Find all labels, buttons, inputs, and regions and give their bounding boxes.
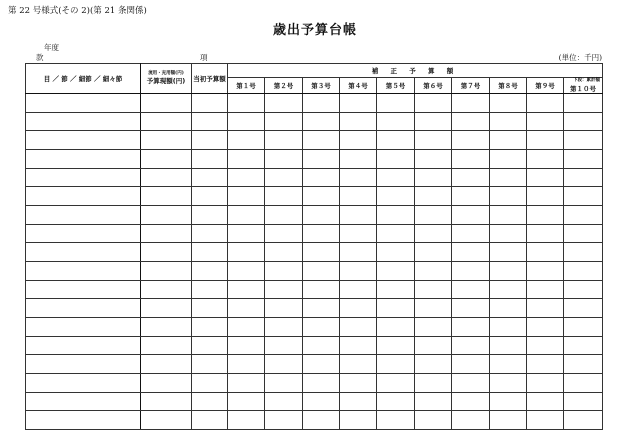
table-cell[interactable] (26, 261, 141, 280)
table-cell[interactable] (141, 280, 192, 299)
table-cell[interactable] (452, 336, 490, 355)
supplementary-number-header (415, 78, 452, 94)
table-cell[interactable] (141, 411, 192, 430)
table-cell[interactable] (265, 355, 303, 374)
table-row (26, 373, 603, 392)
initial-budget-column-header: 当初予算額 (192, 64, 228, 94)
table-cell[interactable] (265, 411, 303, 430)
table-cell[interactable] (141, 149, 192, 168)
table-cell[interactable] (303, 131, 340, 150)
supplementary-number-label: 第６号 (423, 82, 443, 90)
table-cell[interactable] (377, 280, 415, 299)
kou-label: 項 (200, 53, 208, 62)
table-cell[interactable] (303, 243, 340, 262)
table-cell[interactable] (527, 392, 564, 411)
table-cell[interactable] (377, 243, 415, 262)
table-cell[interactable] (265, 224, 303, 243)
table-cell[interactable] (265, 131, 303, 150)
table-cell[interactable] (490, 355, 527, 374)
table-cell[interactable] (192, 205, 228, 224)
table-cell[interactable] (490, 373, 527, 392)
table-cell[interactable] (303, 94, 340, 113)
budget-ledger-table (25, 63, 603, 430)
supplementary-number-label: 第３号 (311, 82, 331, 90)
table-cell[interactable] (192, 168, 228, 187)
supplementary-number-header (340, 78, 377, 94)
table-row (26, 205, 603, 224)
table-cell[interactable] (377, 336, 415, 355)
table-cell[interactable] (415, 94, 452, 113)
table-cell[interactable] (26, 355, 141, 374)
table-cell[interactable] (377, 411, 415, 430)
table-cell[interactable] (452, 280, 490, 299)
table-cell[interactable] (303, 317, 340, 336)
table-cell[interactable] (228, 336, 265, 355)
table-cell[interactable] (192, 112, 228, 131)
table-cell[interactable] (141, 112, 192, 131)
table-cell[interactable] (452, 317, 490, 336)
table-cell[interactable] (141, 336, 192, 355)
table-cell[interactable] (527, 112, 564, 131)
table-cell[interactable] (527, 168, 564, 187)
table-cell[interactable] (527, 299, 564, 318)
table-cell[interactable] (265, 373, 303, 392)
table-cell[interactable] (415, 261, 452, 280)
supplementary-number-label: 第１０号 (570, 85, 597, 93)
table-cell[interactable] (564, 392, 603, 411)
budget-amount-column-header (141, 64, 192, 94)
table-cell[interactable] (303, 168, 340, 187)
table-cell[interactable] (192, 355, 228, 374)
table-cell[interactable] (415, 317, 452, 336)
table-cell[interactable] (527, 243, 564, 262)
table-cell[interactable] (527, 373, 564, 392)
table-cell[interactable] (340, 261, 377, 280)
supplementary-number-label: 第７号 (460, 82, 481, 90)
table-cell[interactable] (26, 336, 141, 355)
table-cell[interactable] (141, 261, 192, 280)
table-cell[interactable] (490, 112, 527, 131)
table-cell[interactable] (228, 392, 265, 411)
table-cell[interactable] (26, 187, 141, 206)
table-cell[interactable] (340, 187, 377, 206)
table-cell[interactable] (192, 317, 228, 336)
table-cell[interactable] (303, 280, 340, 299)
fiscal-year-label: 年度 (44, 43, 59, 52)
table-cell[interactable] (192, 224, 228, 243)
table-cell[interactable] (452, 149, 490, 168)
table-cell[interactable] (141, 373, 192, 392)
table-cell[interactable] (377, 187, 415, 206)
supplementary-number-label: 第８号 (498, 82, 518, 90)
header-row-1 (26, 64, 603, 78)
table-cell[interactable] (527, 336, 564, 355)
table-cell[interactable] (527, 149, 564, 168)
table-cell[interactable] (527, 317, 564, 336)
table-cell[interactable] (303, 261, 340, 280)
table-cell[interactable] (340, 131, 377, 150)
table-cell[interactable] (265, 187, 303, 206)
table-cell[interactable] (228, 149, 265, 168)
table-cell[interactable] (141, 224, 192, 243)
form-number: 第 22 号様式(その 2)(第 21 条関係) (8, 6, 147, 16)
table-cell[interactable] (377, 261, 415, 280)
table-cell[interactable] (192, 149, 228, 168)
table-cell[interactable] (564, 149, 603, 168)
table-cell[interactable] (228, 224, 265, 243)
table-cell[interactable] (265, 112, 303, 131)
table-cell[interactable] (415, 205, 452, 224)
table-cell[interactable] (415, 224, 452, 243)
table-cell[interactable] (490, 205, 527, 224)
table-cell[interactable] (340, 94, 377, 113)
table-cell[interactable] (340, 149, 377, 168)
table-cell[interactable] (415, 112, 452, 131)
table-cell[interactable] (564, 355, 603, 374)
table-cell[interactable] (265, 149, 303, 168)
supplementary-number-label: 第２号 (273, 82, 294, 90)
table-cell[interactable] (564, 94, 603, 113)
table-cell[interactable] (490, 261, 527, 280)
table-cell[interactable] (564, 411, 603, 430)
table-cell[interactable] (303, 355, 340, 374)
table-cell[interactable] (527, 187, 564, 206)
table-cell[interactable] (26, 317, 141, 336)
table-cell[interactable] (228, 261, 265, 280)
table-cell[interactable] (452, 94, 490, 113)
supplementary-number-label: 第１号 (236, 82, 256, 90)
table-cell[interactable] (452, 187, 490, 206)
table-cell[interactable] (228, 168, 265, 187)
table-cell[interactable] (340, 317, 377, 336)
kan-label: 款 (36, 53, 44, 62)
table-cell[interactable] (415, 373, 452, 392)
table-cell[interactable] (415, 392, 452, 411)
table-cell[interactable] (303, 112, 340, 131)
table-cell[interactable] (377, 168, 415, 187)
table-cell[interactable] (377, 94, 415, 113)
table-cell[interactable] (564, 336, 603, 355)
table-cell[interactable] (192, 131, 228, 150)
table-cell[interactable] (490, 299, 527, 318)
table-cell[interactable] (26, 224, 141, 243)
table-row (26, 94, 603, 113)
table-cell[interactable] (490, 149, 527, 168)
table-cell[interactable] (490, 243, 527, 262)
supplementary-number-header (303, 78, 340, 94)
supplementary-budget-title: 補 正 予 算 額 (371, 67, 459, 75)
table-cell[interactable] (303, 299, 340, 318)
table-cell[interactable] (192, 187, 228, 206)
table-cell[interactable] (340, 112, 377, 131)
table-cell[interactable] (228, 317, 265, 336)
table-cell[interactable] (228, 187, 265, 206)
table-cell[interactable] (564, 299, 603, 318)
table-cell[interactable] (564, 261, 603, 280)
table-cell[interactable] (377, 392, 415, 411)
item-column-header: 目 ／ 節 ／ 細節 ／ 細々節 (26, 64, 141, 94)
table-cell[interactable] (340, 205, 377, 224)
table-cell[interactable] (26, 168, 141, 187)
table-cell[interactable] (340, 243, 377, 262)
table-cell[interactable] (452, 299, 490, 318)
table-cell[interactable] (415, 131, 452, 150)
table-cell[interactable] (452, 205, 490, 224)
table-cell[interactable] (340, 355, 377, 374)
table-cell[interactable] (192, 392, 228, 411)
table-cell[interactable] (141, 94, 192, 113)
table-cell[interactable] (377, 299, 415, 318)
unit-label: (単位：千円) (558, 53, 602, 62)
table-cell[interactable] (377, 149, 415, 168)
table-cell[interactable] (490, 131, 527, 150)
table-cell[interactable] (340, 336, 377, 355)
table-cell[interactable] (564, 224, 603, 243)
table-cell[interactable] (452, 411, 490, 430)
table-cell[interactable] (340, 392, 377, 411)
table-row (26, 112, 603, 131)
table-cell[interactable] (527, 94, 564, 113)
table-row (26, 392, 603, 411)
table-cell[interactable] (141, 243, 192, 262)
table-cell[interactable] (415, 168, 452, 187)
table-cell[interactable] (564, 317, 603, 336)
supplementary-number-header (228, 78, 265, 94)
table-cell[interactable] (452, 112, 490, 131)
table-cell[interactable] (265, 336, 303, 355)
table-cell[interactable] (26, 205, 141, 224)
table-cell[interactable] (265, 205, 303, 224)
table-cell[interactable] (265, 392, 303, 411)
table-cell[interactable] (527, 280, 564, 299)
table-cell[interactable] (228, 112, 265, 131)
table-row (26, 355, 603, 374)
table-cell[interactable] (564, 168, 603, 187)
table-row (26, 187, 603, 206)
table-cell[interactable] (192, 280, 228, 299)
table-cell[interactable] (265, 280, 303, 299)
table-cell[interactable] (303, 187, 340, 206)
table-cell[interactable] (527, 224, 564, 243)
table-row (26, 243, 603, 262)
table-cell[interactable] (527, 131, 564, 150)
table-cell[interactable] (340, 280, 377, 299)
table-cell[interactable] (228, 205, 265, 224)
table-cell[interactable] (192, 243, 228, 262)
table-cell[interactable] (415, 336, 452, 355)
table-cell[interactable] (490, 224, 527, 243)
table-row (26, 299, 603, 318)
table-cell[interactable] (377, 317, 415, 336)
table-cell[interactable] (26, 149, 141, 168)
table-cell[interactable] (490, 94, 527, 113)
supplementary-number-label: 第９号 (535, 82, 555, 90)
table-cell[interactable] (141, 355, 192, 374)
table-row (26, 280, 603, 299)
table-row (26, 317, 603, 336)
table-cell[interactable] (564, 112, 603, 131)
table-cell[interactable] (141, 317, 192, 336)
table-cell[interactable] (564, 131, 603, 150)
table-row (26, 336, 603, 355)
table-cell[interactable] (228, 280, 265, 299)
table-cell[interactable] (452, 261, 490, 280)
table-row (26, 149, 603, 168)
table-cell[interactable] (26, 243, 141, 262)
table-cell[interactable] (26, 299, 141, 318)
table-cell[interactable] (303, 336, 340, 355)
table-cell[interactable] (228, 411, 265, 430)
table-cell[interactable] (192, 373, 228, 392)
table-cell[interactable] (303, 149, 340, 168)
table-cell[interactable] (26, 373, 141, 392)
table-cell[interactable] (527, 355, 564, 374)
table-cell[interactable] (340, 224, 377, 243)
table-cell[interactable] (415, 149, 452, 168)
table-cell[interactable] (527, 261, 564, 280)
table-cell[interactable] (490, 317, 527, 336)
table-cell[interactable] (228, 373, 265, 392)
table-cell[interactable] (228, 131, 265, 150)
table-cell[interactable] (26, 131, 141, 150)
table-cell[interactable] (192, 411, 228, 430)
table-cell[interactable] (490, 280, 527, 299)
table-cell[interactable] (192, 299, 228, 318)
table-cell[interactable] (340, 299, 377, 318)
table-cell[interactable] (228, 243, 265, 262)
table-row (26, 411, 603, 430)
table-cell[interactable] (141, 131, 192, 150)
table-cell[interactable] (265, 317, 303, 336)
table-cell[interactable] (303, 392, 340, 411)
supplementary-number-label: 第５号 (385, 82, 406, 90)
table-cell[interactable] (265, 299, 303, 318)
table-cell[interactable] (490, 187, 527, 206)
table-cell[interactable] (265, 94, 303, 113)
table-cell[interactable] (377, 205, 415, 224)
table-cell[interactable] (26, 112, 141, 131)
table-cell[interactable] (141, 205, 192, 224)
table-cell[interactable] (527, 411, 564, 430)
table-cell[interactable] (564, 205, 603, 224)
table-cell[interactable] (265, 168, 303, 187)
table-cell[interactable] (452, 243, 490, 262)
table-cell[interactable] (564, 373, 603, 392)
table-row (26, 224, 603, 243)
table-cell[interactable] (340, 373, 377, 392)
table-cell[interactable] (26, 411, 141, 430)
table-cell[interactable] (340, 168, 377, 187)
table-cell[interactable] (452, 355, 490, 374)
table-cell[interactable] (340, 411, 377, 430)
table-cell[interactable] (377, 112, 415, 131)
transfer-amount-label: 流用・充用額(円) (148, 71, 184, 76)
table-cell[interactable] (452, 224, 490, 243)
table-cell[interactable] (141, 187, 192, 206)
supplementary-number-header (490, 78, 527, 94)
supplementary-budget-header (228, 64, 603, 78)
page-title: 歳出予算台帳 (272, 23, 357, 38)
table-cell[interactable] (415, 355, 452, 374)
table-cell[interactable] (192, 94, 228, 113)
table-cell[interactable] (303, 373, 340, 392)
table-cell[interactable] (564, 187, 603, 206)
table-cell[interactable] (303, 224, 340, 243)
table-row (26, 261, 603, 280)
table-cell[interactable] (564, 243, 603, 262)
supplementary-number-label: 第４号 (348, 82, 368, 90)
table-cell[interactable] (377, 355, 415, 374)
table-cell[interactable] (377, 224, 415, 243)
table-cell[interactable] (192, 336, 228, 355)
table-cell[interactable] (415, 187, 452, 206)
ledger-body (26, 94, 603, 430)
table-cell[interactable] (377, 373, 415, 392)
table-cell[interactable] (26, 280, 141, 299)
table-cell[interactable] (452, 373, 490, 392)
current-budget-label: 予算現額(円) (146, 77, 186, 85)
table-cell[interactable] (564, 280, 603, 299)
table-cell[interactable] (26, 94, 141, 113)
table-cell[interactable] (415, 411, 452, 430)
supplementary-number-header (265, 78, 303, 94)
supplementary-number-header (564, 78, 603, 94)
table-cell[interactable] (228, 355, 265, 374)
table-cell[interactable] (527, 205, 564, 224)
table-cell[interactable] (452, 168, 490, 187)
table-cell[interactable] (377, 131, 415, 150)
table-cell[interactable] (303, 411, 340, 430)
table-cell[interactable] (490, 392, 527, 411)
table-cell[interactable] (228, 94, 265, 113)
table-cell[interactable] (415, 299, 452, 318)
table-row (26, 131, 603, 150)
table-cell[interactable] (141, 168, 192, 187)
table-cell[interactable] (415, 280, 452, 299)
table-cell[interactable] (415, 243, 452, 262)
table-cell[interactable] (141, 299, 192, 318)
table-cell[interactable] (490, 168, 527, 187)
table-cell[interactable] (452, 131, 490, 150)
table-cell[interactable] (303, 205, 340, 224)
table-row (26, 168, 603, 187)
table-cell[interactable] (490, 336, 527, 355)
cumulative-note: 下段：累計額 (573, 78, 601, 83)
table-cell[interactable] (265, 261, 303, 280)
table-cell[interactable] (265, 243, 303, 262)
table-cell[interactable] (490, 411, 527, 430)
table-cell[interactable] (141, 392, 192, 411)
table-cell[interactable] (452, 392, 490, 411)
table-cell[interactable] (228, 299, 265, 318)
table-cell[interactable] (26, 392, 141, 411)
supplementary-number-header (527, 78, 564, 94)
supplementary-number-header (377, 78, 415, 94)
supplementary-number-header (452, 78, 490, 94)
table-cell[interactable] (192, 261, 228, 280)
